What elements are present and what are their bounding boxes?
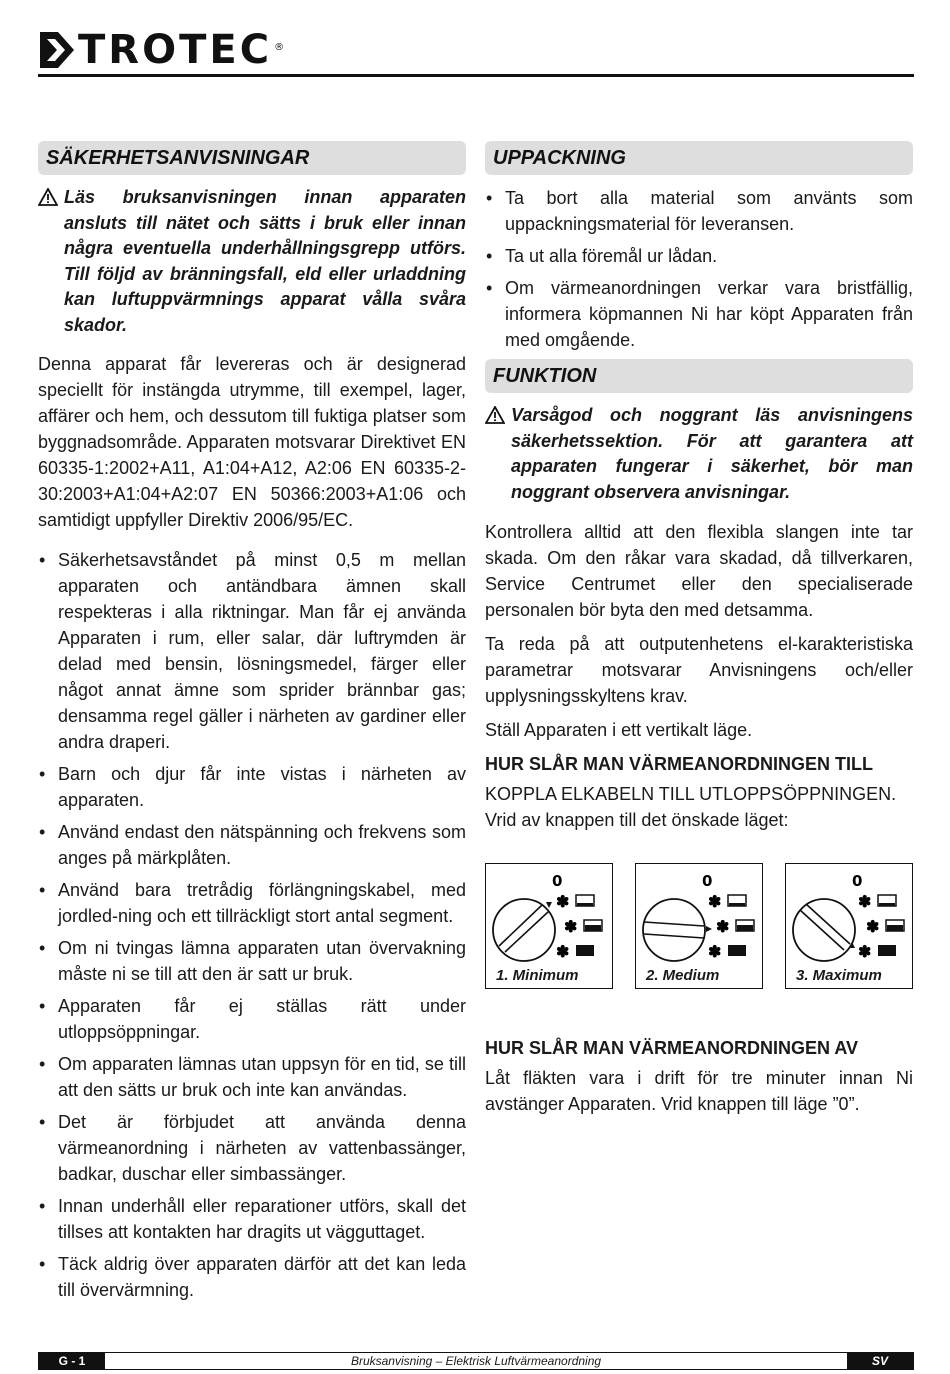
list-item: • Barn och djur får inte vistas i närheten av apparaten. xyxy=(38,761,466,813)
dial-minimum-icon xyxy=(486,864,611,964)
dial-maximum-icon xyxy=(786,864,911,964)
dial-medium xyxy=(635,863,763,989)
list-item: • Ta bort alla material som använts som uppackningsmaterial för leveransen. xyxy=(485,185,913,237)
right-column xyxy=(485,141,913,1125)
switch-on-heading: HUR SLÅR MAN VÄRMEANORDNINGEN TILL xyxy=(485,754,873,775)
list-item: • Apparaten får ej ställas rätt under utloppsöppningar. xyxy=(38,993,466,1045)
list-item: • Innan underhåll eller reparationer utförs, skall det tillses att kontakten har dragits ut vägguttaget. xyxy=(38,1193,466,1245)
dial-label: 1. Minimum xyxy=(496,967,579,985)
header-divider xyxy=(38,74,914,77)
page-header xyxy=(38,28,914,78)
left-column xyxy=(38,141,466,1309)
trotec-logo xyxy=(38,28,287,72)
safety-heading: SÄKERHETSANVISNINGAR xyxy=(38,141,466,175)
safety-warning xyxy=(38,185,466,339)
list-item: • Ta ut alla föremål ur lådan. xyxy=(485,243,913,269)
svg-text:✽: ✽ xyxy=(556,944,570,962)
svg-text:0: 0 xyxy=(702,872,713,891)
svg-text:0: 0 xyxy=(552,872,563,891)
dial-maximum xyxy=(785,863,913,989)
function-para-2: Ta reda på att outputenhetens el-karakteristiska parametrar motsvarar Anvisningens och/eller upplysningsskyltens krav. xyxy=(485,634,913,707)
switch-on-text: KOPPLA ELKABELN TILL UTLOPPSÖPPNINGEN. Vrid av knappen till det önskade läget: xyxy=(485,784,897,831)
svg-text:0: 0 xyxy=(852,872,863,891)
warning-triangle-icon xyxy=(38,185,64,339)
warning-triangle-icon xyxy=(485,403,511,505)
list-item: • Om ni tvingas lämna apparaten utan övervakning måste ni se till att den är satt ur bruk. xyxy=(38,935,466,987)
svg-text:✽: ✽ xyxy=(716,919,730,937)
list-item: • Täck aldrig över apparaten därför att det kan leda till övervärmning. xyxy=(38,1251,466,1303)
safety-list xyxy=(38,547,466,1303)
svg-text:✽: ✽ xyxy=(866,919,880,937)
unpack-list xyxy=(485,185,913,353)
dial-minimum xyxy=(485,863,613,989)
brand-name: TROTEC ® xyxy=(78,27,288,73)
dial-label: 2. Medium xyxy=(646,967,720,985)
list-item: • Det är förbjudet att använda denna värmeanordning i närheten av vattenbassänger, badkar, duschar eller simbassänger. xyxy=(38,1109,466,1187)
svg-text:✽: ✽ xyxy=(708,894,722,912)
svg-text:✽: ✽ xyxy=(858,894,872,912)
svg-text:✽: ✽ xyxy=(858,944,872,962)
function-para-3: Ställ Apparaten i ett vertikalt läge. xyxy=(485,720,753,741)
page-number: G - 1 xyxy=(39,1353,105,1369)
list-item: • Säkerhetsavståndet på minst 0,5 m mellan apparaten och antändbara ämnen skall respekteras i alla riktningar. Man får ej använda Apparaten i rum, eller salar, där luftrymden är delad med bensin, lösningsmedel, färger eller något annat ämne som sprider brännbar gas; densamma regel gäller i närheten av gardiner eller andra draperi. xyxy=(38,547,466,755)
trotec-logo-icon xyxy=(38,30,76,70)
dial-settings xyxy=(485,863,913,989)
svg-text:✽: ✽ xyxy=(564,919,578,937)
dial-label: 3. Maximum xyxy=(796,967,882,985)
switch-off-heading: HUR SLÅR MAN VÄRMEANORDNINGEN AV xyxy=(485,1038,858,1059)
switch-off-text: Låt fläkten vara i drift för tre minuter innan Ni avstänger Apparaten. Vrid knappen till läge ”0”. xyxy=(485,1068,913,1115)
page-footer xyxy=(38,1352,914,1370)
unpack-heading: UPPACKNING xyxy=(485,141,913,175)
dial-medium-icon xyxy=(636,864,761,964)
safety-warning-text: Läs bruksanvisningen innan apparaten ansluts till nätet och sätts i bruk eller innan några eventuella underhållningsgrepp utförs. Till följd av bränningsfall, eld eller urladdning kan luftuppvärmnings apparat vålla svåra skador. xyxy=(64,187,466,335)
function-para-1: Kontrollera alltid att den flexibla slangen inte tar skada. Om den råkar vara skadad, då tillverkaren, Service Centrumet eller den specialiserade personalen bör byta den med detsamma. xyxy=(485,522,913,621)
svg-text:✽: ✽ xyxy=(556,894,570,912)
list-item: • Om apparaten lämnas utan uppsyn för en tid, se till att den sätts ur bruk och inte kan användas. xyxy=(38,1051,466,1103)
svg-text:✽: ✽ xyxy=(708,944,722,962)
function-warning xyxy=(485,403,913,505)
list-item: • Om värmeanordningen verkar vara bristfällig, informera köpmannen Ni har köpt Apparaten från med omgående. xyxy=(485,275,913,353)
language-code: SV xyxy=(847,1353,913,1369)
function-warning-text: Varsågod och noggrant läs anvisningens säkerhetssektion. För att garantera att apparaten fungerar i säkerhet, bör man noggrant observera anvisningar. xyxy=(511,405,913,502)
function-heading: FUNKTION xyxy=(485,359,913,393)
list-item: • Använd bara tretrådig förlängningskabel, med jordled-ning och ett tillräckligt stort antal segment. xyxy=(38,877,466,929)
safety-intro: Denna apparat får levereras och är designerad speciellt för instängda utrymme, till exempel, lager, affärer och hem, och dessutom till fuktiga platser som byggnadsområde. Apparaten motsvarar Direktivet EN 60335-1:2002+A11, A1:04+A12, A2:06 EN 60335-2-30:2003+A1:04+A2:07 EN 50366:2003+A1:06 och samtidigt uppfyller Direktiv 2006/95/EC. xyxy=(38,353,466,530)
footer-title: Bruksanvisning – Elektrisk Luftvärmeanordning xyxy=(350,1354,602,1368)
list-item: • Använd endast den nätspänning och frekvens som anges på märkplåten. xyxy=(38,819,466,871)
